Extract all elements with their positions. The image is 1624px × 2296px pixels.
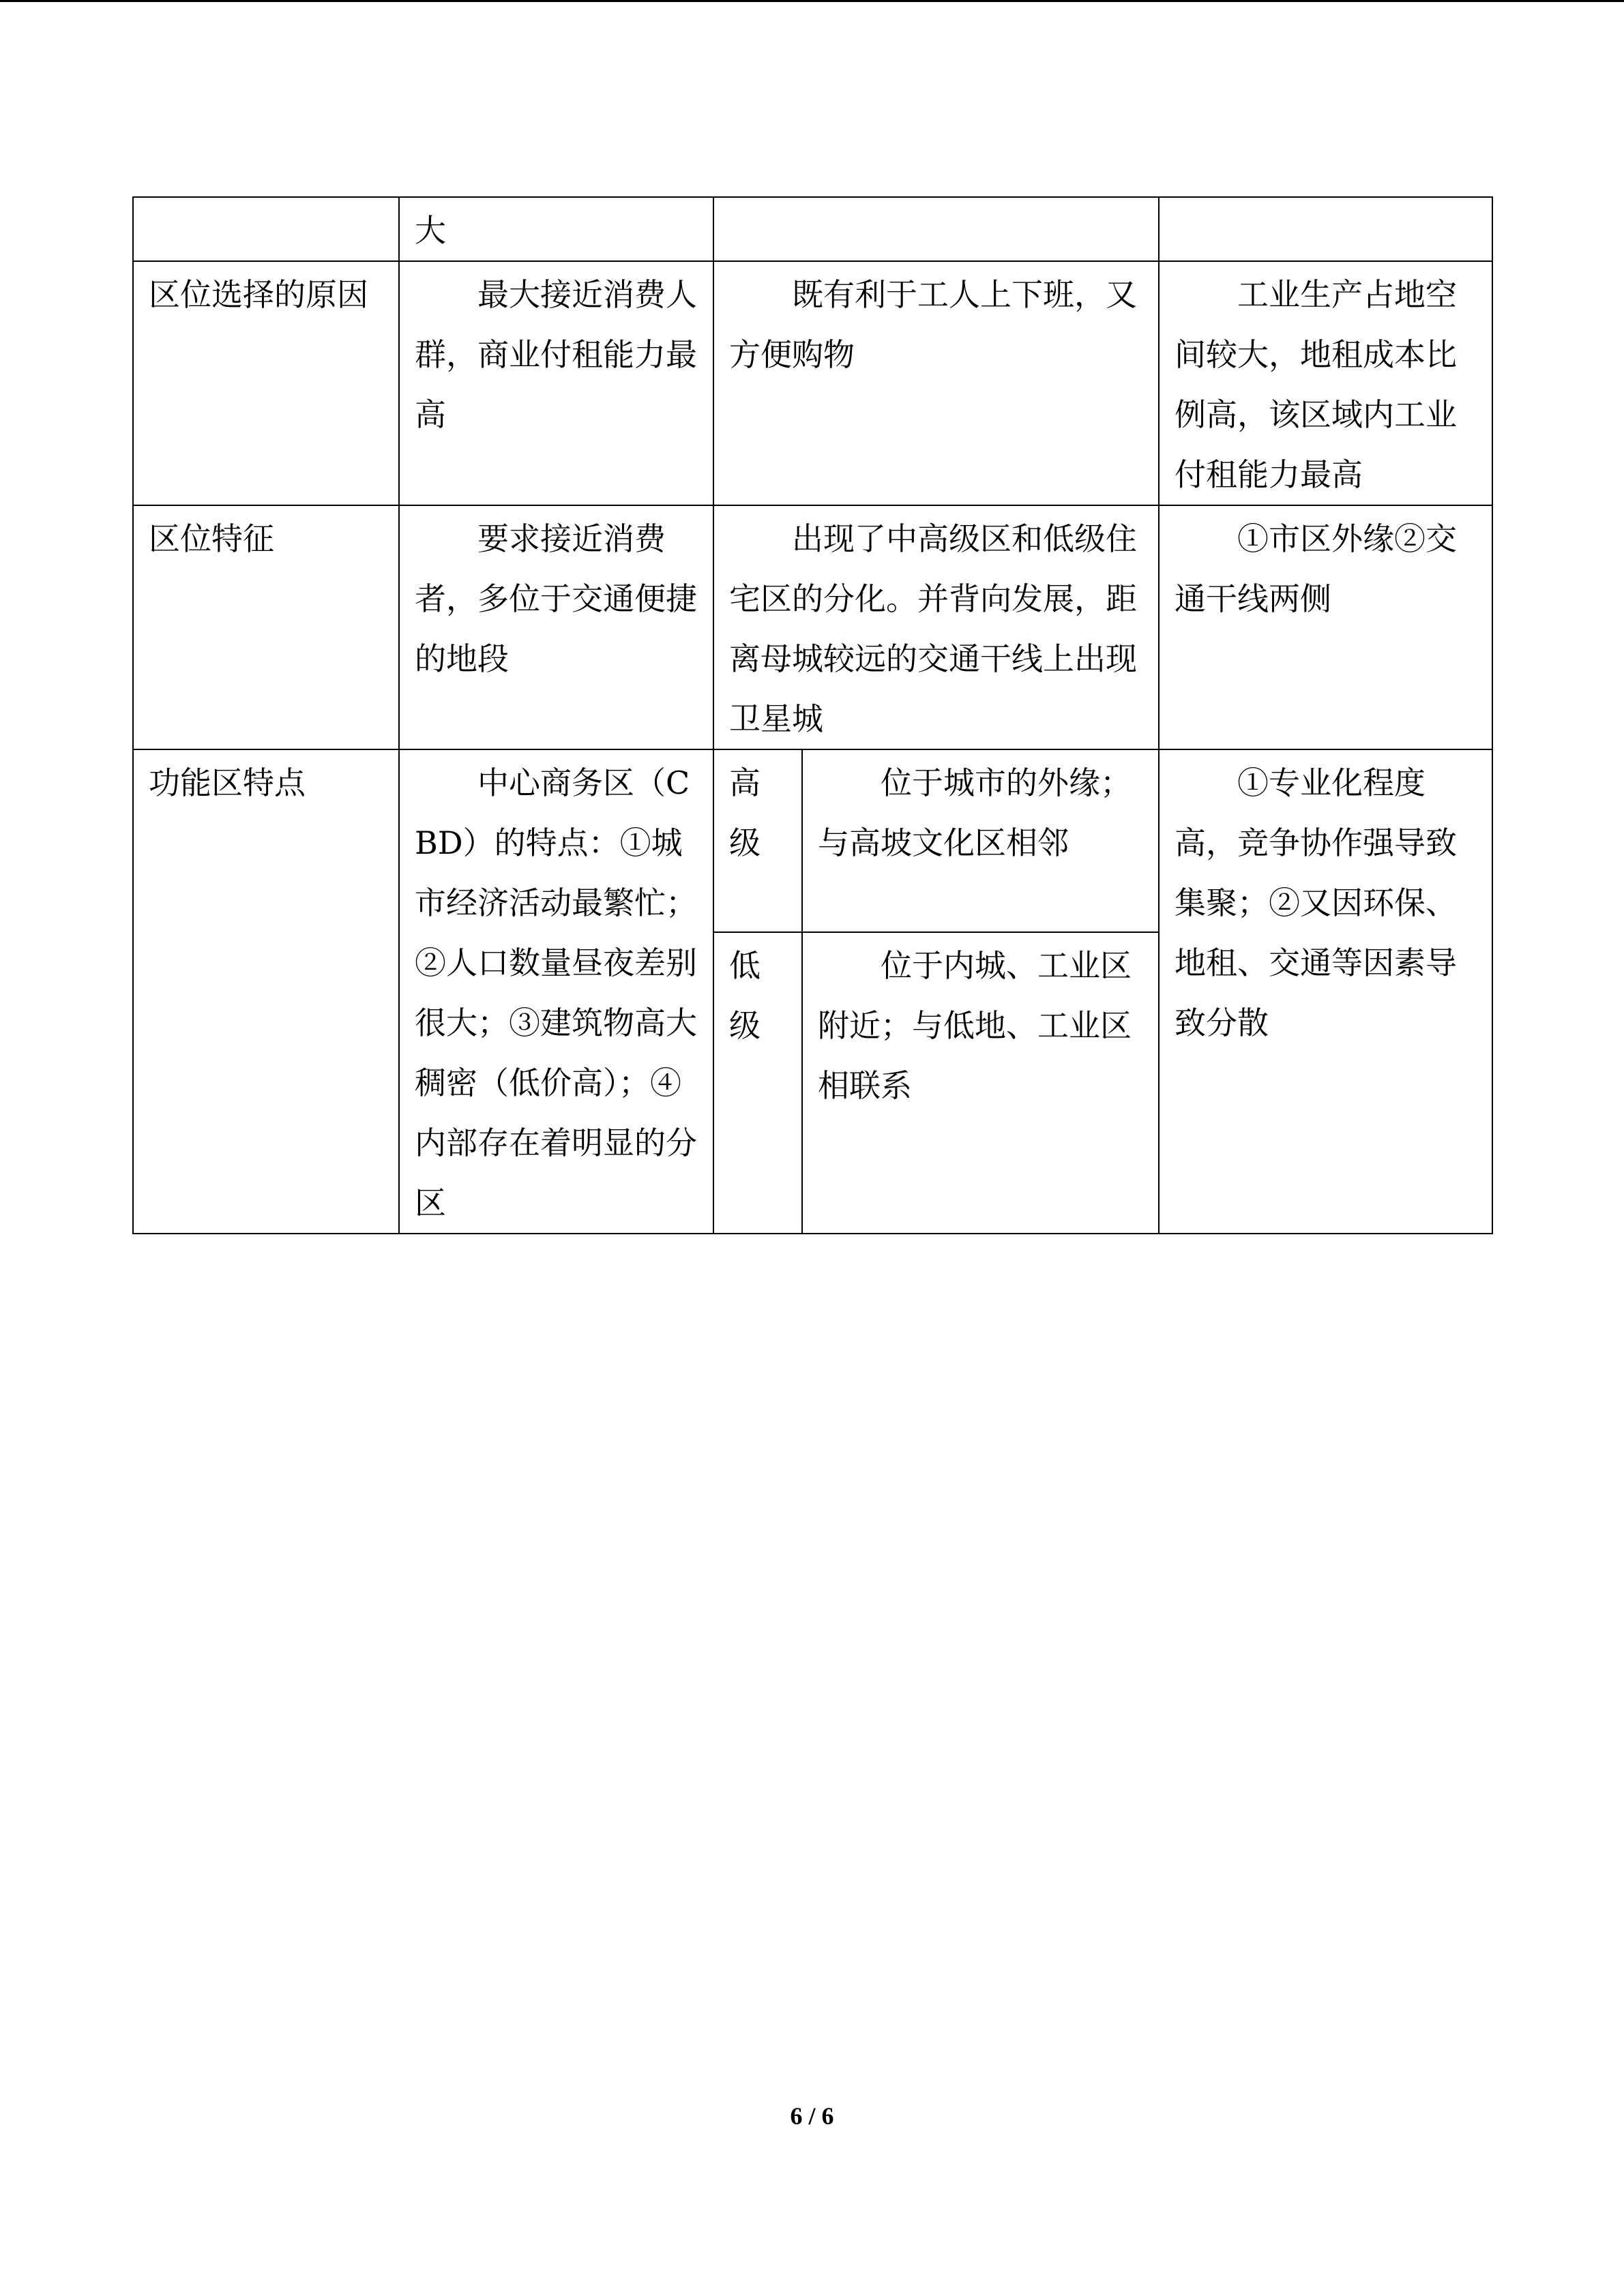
row-label: 区位特征: [133, 505, 399, 749]
page-number: 6 / 6: [790, 2102, 834, 2130]
table-row: [133, 749, 1492, 932]
row-label: 功能区特点: [133, 749, 399, 1234]
high-grade-text-cell: 位于城市的外缘；与高坡文化区相邻: [802, 749, 1159, 932]
industrial-cell: [1159, 749, 1492, 1234]
row-label: 区位选择的原因: [133, 261, 399, 505]
low-grade-label-cell: 低级: [713, 932, 802, 1234]
commercial-cell: [399, 505, 713, 749]
commercial-cell: [399, 749, 713, 1234]
commercial-cell: [399, 261, 713, 505]
residential-cell: [713, 197, 1159, 261]
cell-text: ①市区外缘②交通干线两侧: [1175, 520, 1457, 617]
cell-text: 中心商务区（CBD）的特点：①城市经济活动最繁忙；②人口数量昼夜差别很大；③建筑物高大稠密（低价高）；④内部存在着明显的分区: [415, 764, 697, 1221]
table-row: [133, 197, 1492, 261]
industrial-cell: [1159, 505, 1492, 749]
cell-text: ①专业化程度高，竞争协作强导致集聚；②又因环保、地租、交通等因素导致分散: [1175, 764, 1457, 1041]
industrial-cell: [1159, 261, 1492, 505]
high-grade-label-cell: 高级: [713, 749, 802, 932]
low-grade-text-cell: 位于内城、工业区附近；与低地、工业区相联系: [802, 932, 1159, 1234]
residential-cell: [713, 261, 1159, 505]
row-label-empty: [133, 197, 399, 261]
residential-cell: [713, 505, 1159, 749]
urban-functional-zones-table: [132, 196, 1493, 1234]
cell-text: 最大接近消费人群，商业付租能力最高: [415, 276, 697, 433]
table-row: [133, 261, 1492, 505]
page-top-border: [0, 0, 1624, 2]
cell-text: 工业生产占地空间较大，地租成本比例高，该区域内工业付租能力最高: [1175, 276, 1457, 493]
cell-text: 出现了中高级区和低级住宅区的分化。并背向发展，距离母城较远的交通干线上出现卫星城: [729, 520, 1137, 737]
cell-text: 既有利于工人上下班，又方便购物: [729, 276, 1137, 373]
table-row: [133, 505, 1492, 749]
cell-text: 要求接近消费者，多位于交通便捷的地段: [415, 520, 697, 677]
commercial-cell: [399, 197, 713, 261]
cell-text: 大: [415, 212, 446, 249]
industrial-cell: [1159, 197, 1492, 261]
